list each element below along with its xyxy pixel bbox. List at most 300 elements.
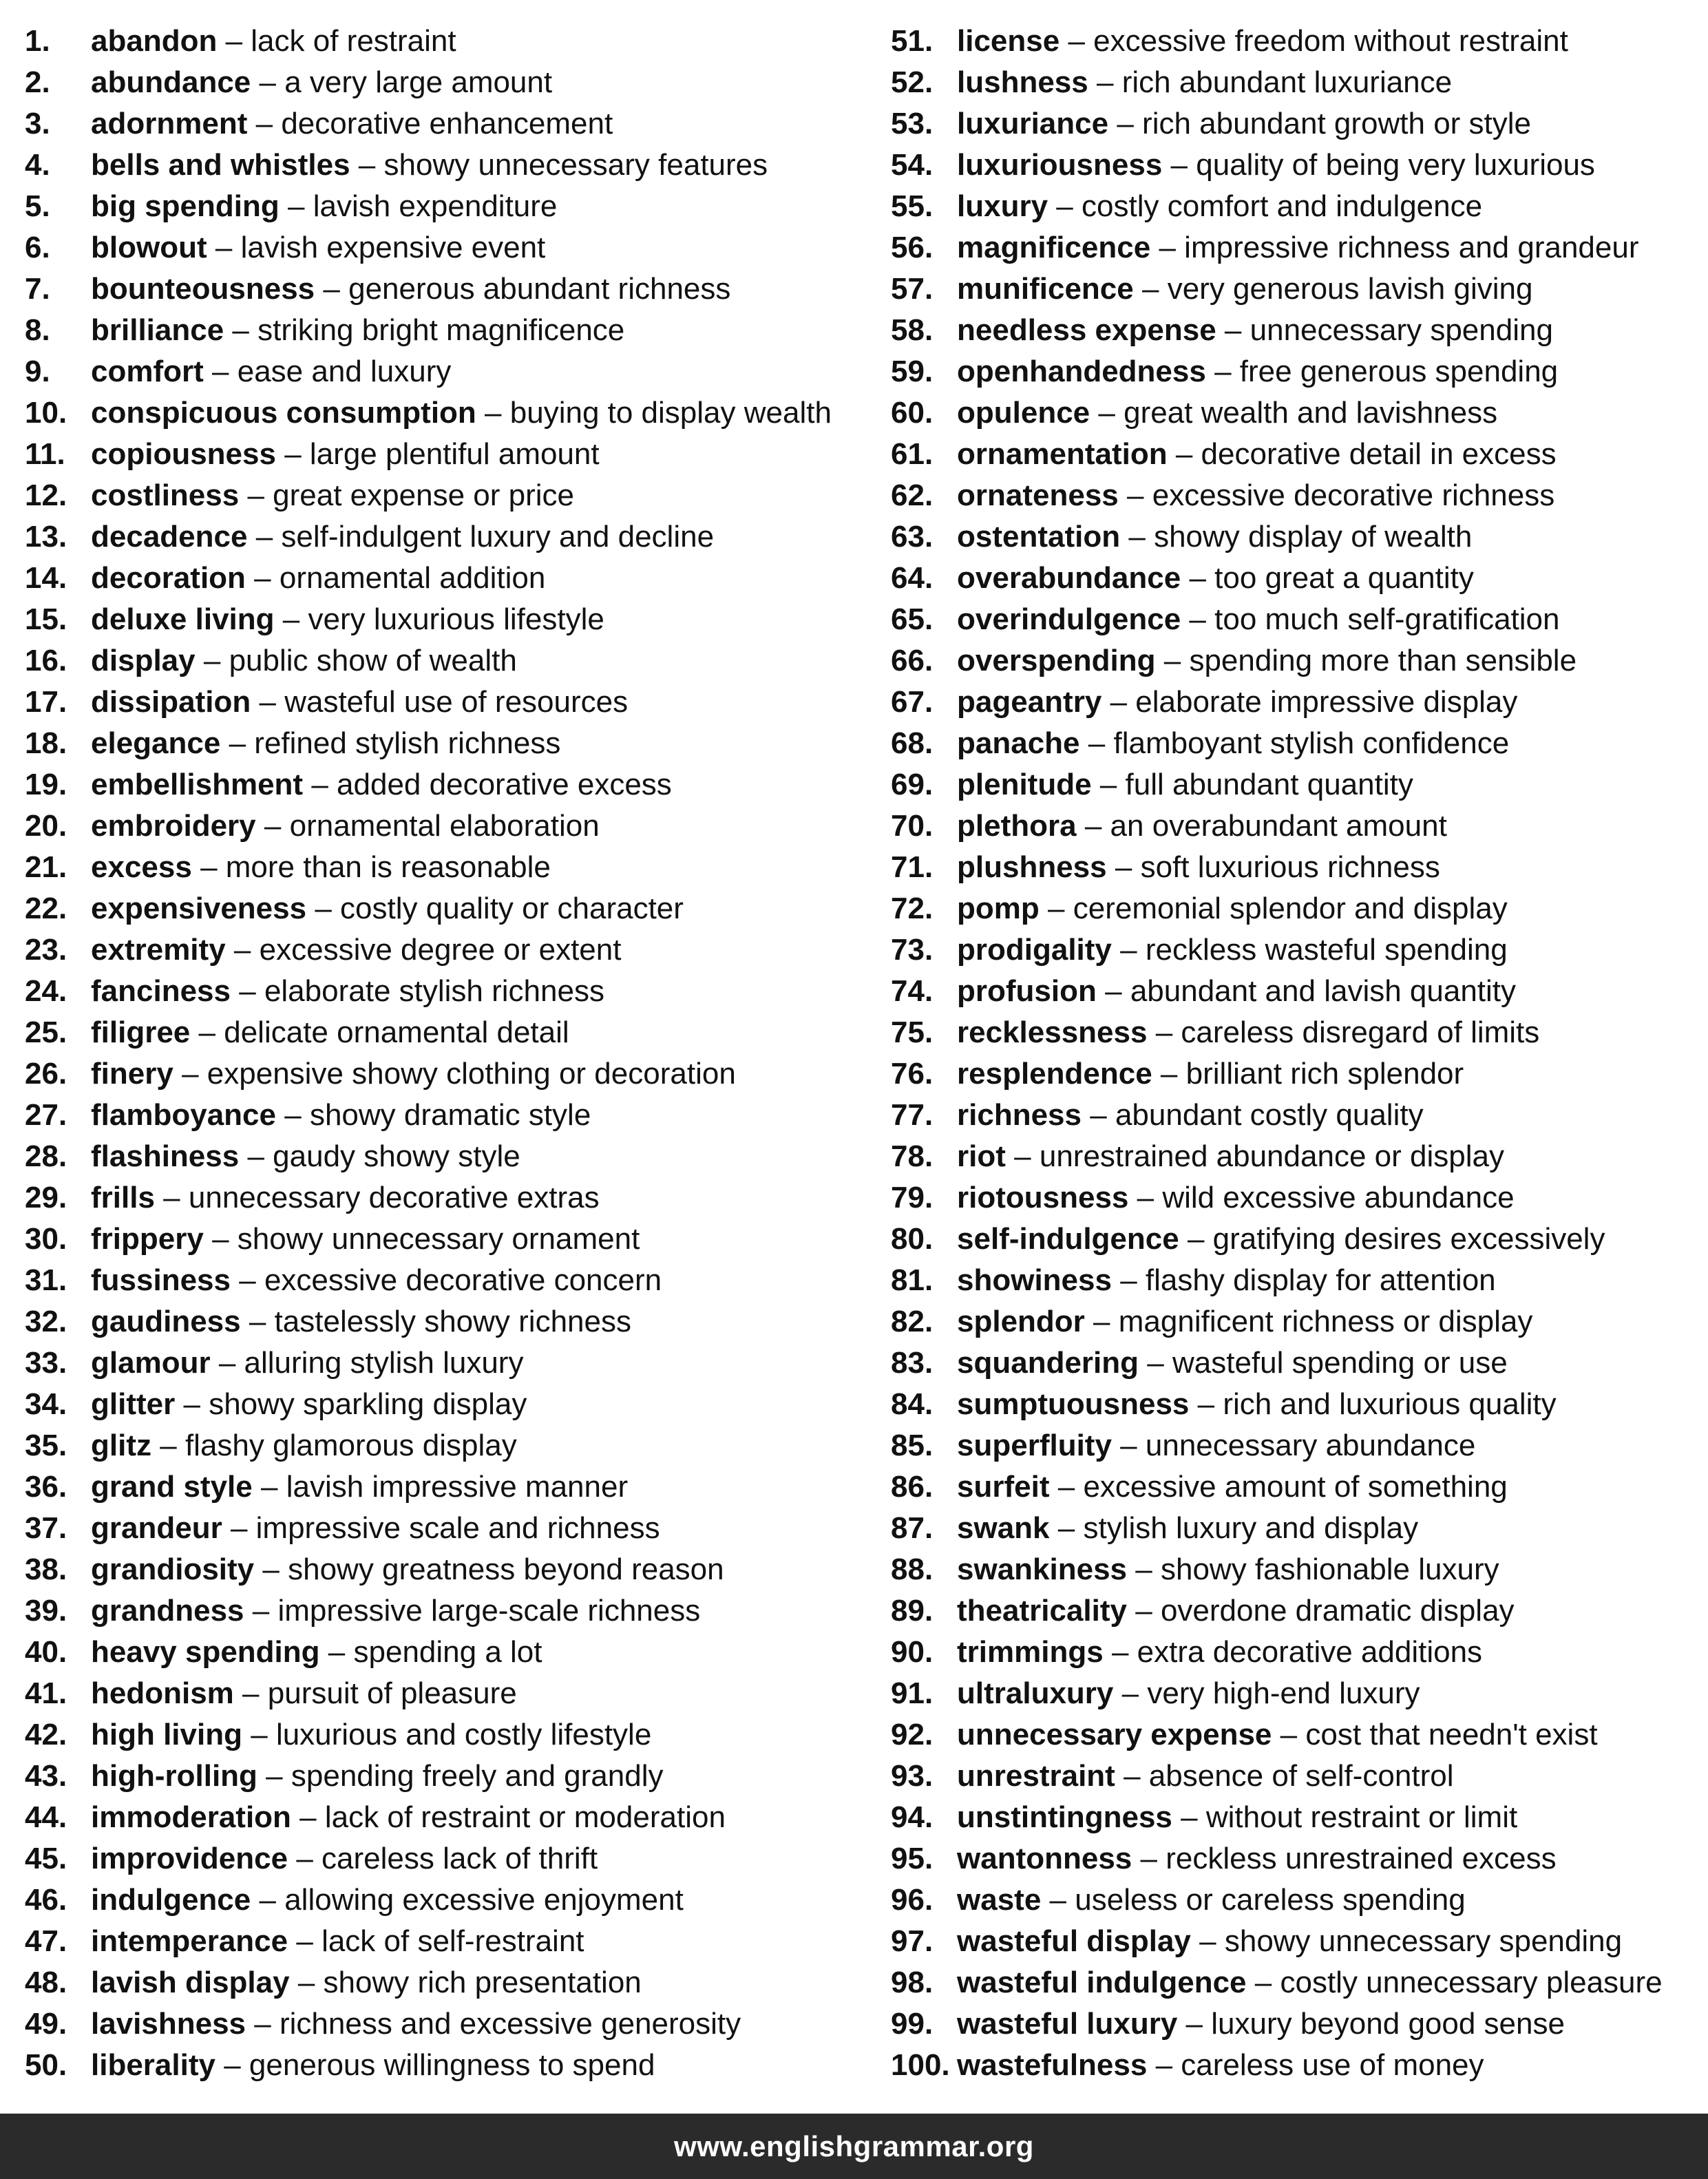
entry-term: glamour <box>91 1346 211 1380</box>
entry-separator: – <box>249 1305 266 1338</box>
entry-separator: – <box>1099 768 1117 801</box>
entry-definition: showy sparkling display <box>209 1387 527 1421</box>
entry-number: 69. <box>891 768 934 801</box>
entry-number: 3. <box>25 107 50 140</box>
entry-separator: – <box>259 1883 276 1917</box>
entry-term: riot <box>957 1139 1006 1173</box>
word-entry <box>25 103 872 145</box>
entry-term: grandeur <box>91 1511 222 1545</box>
entry-definition: excessive decorative richness <box>1152 478 1555 512</box>
entry-term: wantonness <box>957 1842 1132 1875</box>
entry-term: frippery <box>91 1222 204 1256</box>
entry-term: unnecessary expense <box>957 1718 1272 1751</box>
entry-term: plushness <box>957 850 1107 884</box>
entry-definition: too great a quantity <box>1214 561 1474 595</box>
entry-separator: – <box>247 478 264 512</box>
entry-number: 34. <box>25 1387 67 1421</box>
entry-separator: – <box>1117 107 1134 140</box>
entry-number: 57. <box>891 272 934 306</box>
entry-term: finery <box>91 1057 173 1091</box>
entry-term: high living <box>91 1718 242 1751</box>
word-entry <box>25 1384 872 1425</box>
entry-separator: – <box>218 1346 236 1380</box>
word-entry <box>891 1425 1703 1466</box>
entry-separator: – <box>259 65 276 99</box>
entry-term: luxury <box>957 189 1048 223</box>
entry-definition: showy unnecessary ornament <box>237 1222 640 1256</box>
entry-definition: showy unnecessary features <box>383 148 768 182</box>
entry-separator: – <box>1098 396 1115 430</box>
entry-definition: unnecessary abundance <box>1145 1429 1476 1462</box>
word-entry <box>891 1343 1703 1384</box>
entry-separator: – <box>1049 1883 1067 1917</box>
word-entry <box>891 640 1703 682</box>
entry-number: 85. <box>891 1429 934 1462</box>
entry-separator: – <box>1214 355 1232 388</box>
entry-number: 63. <box>891 520 934 554</box>
entry-separator: – <box>247 1139 264 1173</box>
word-entry <box>891 1301 1703 1343</box>
entry-number: 61. <box>891 437 934 471</box>
word-entry <box>25 1590 872 1632</box>
entry-separator: – <box>1096 65 1114 99</box>
word-entry <box>25 1095 872 1136</box>
word-entry <box>891 888 1703 929</box>
word-entry <box>25 1549 872 1590</box>
entry-number: 11. <box>25 437 65 471</box>
entry-term: pageantry <box>957 685 1102 719</box>
entry-term: elegance <box>91 726 221 760</box>
entry-number: 78. <box>891 1139 934 1173</box>
entry-term: needless expense <box>957 313 1216 347</box>
footer-website-link[interactable]: www.englishgrammar.org <box>674 2129 1034 2162</box>
word-entry <box>25 2003 872 2045</box>
entry-term: immoderation <box>91 1800 291 1834</box>
entry-separator: – <box>1197 1387 1215 1421</box>
entry-definition: useless or careless spending <box>1075 1883 1466 1917</box>
word-entry <box>891 723 1703 764</box>
entry-number: 15. <box>25 602 67 636</box>
word-entry <box>891 227 1703 269</box>
entry-number: 8. <box>25 313 50 347</box>
entry-term: munificence <box>957 272 1134 306</box>
entry-separator: – <box>264 809 282 843</box>
entry-definition: lack of restraint or moderation <box>324 1800 726 1834</box>
entry-definition: lavish expenditure <box>313 189 558 223</box>
entry-separator: – <box>262 1552 280 1586</box>
entry-definition: added decorative excess <box>337 768 672 801</box>
entry-term: opulence <box>957 396 1090 430</box>
word-entry <box>891 2045 1703 2086</box>
entry-number: 95. <box>891 1842 934 1875</box>
word-entry <box>25 1838 872 1880</box>
entry-number: 84. <box>891 1387 934 1421</box>
entry-separator: – <box>1159 231 1176 264</box>
entry-term: fussiness <box>91 1263 231 1297</box>
entry-definition: spending a lot <box>353 1635 542 1669</box>
entry-term: wasteful display <box>957 1924 1191 1958</box>
entry-number: 25. <box>25 1015 67 1049</box>
entry-number: 93. <box>891 1759 934 1793</box>
entry-definition: tastelessly showy richness <box>274 1305 631 1338</box>
entry-term: lushness <box>957 65 1088 99</box>
entry-term: gaudiness <box>91 1305 241 1338</box>
entry-separator: – <box>1135 1552 1152 1586</box>
entry-term: self-indulgence <box>957 1222 1179 1256</box>
word-entry <box>25 1012 872 1053</box>
entry-definition: great wealth and lavishness <box>1124 396 1498 430</box>
entry-number: 62. <box>891 478 934 512</box>
entry-number: 67. <box>891 685 934 719</box>
entry-term: adornment <box>91 107 248 140</box>
entry-definition: careless use of money <box>1181 2048 1484 2082</box>
entry-number: 45. <box>25 1842 67 1875</box>
entry-number: 90. <box>891 1635 934 1669</box>
word-entry <box>891 1714 1703 1756</box>
entry-separator: – <box>296 1924 313 1958</box>
entry-definition: large plentiful amount <box>309 437 600 471</box>
entry-separator: – <box>1137 1181 1155 1214</box>
entry-separator: – <box>297 1966 315 1999</box>
entry-term: luxuriousness <box>957 148 1163 182</box>
entry-term: ornamentation <box>957 437 1168 471</box>
entry-number: 1. <box>25 24 50 58</box>
entry-definition: gratifying desires excessively <box>1212 1222 1605 1256</box>
entry-separator: – <box>1124 1759 1141 1793</box>
entry-separator: – <box>1160 1057 1178 1091</box>
word-entry <box>25 227 872 269</box>
entry-term: bells and whistles <box>91 148 350 182</box>
entry-definition: decorative enhancement <box>281 107 613 140</box>
entry-separator: – <box>239 974 256 1008</box>
entry-number: 64. <box>891 561 934 595</box>
entry-definition: unnecessary spending <box>1250 313 1553 347</box>
entry-number: 71. <box>891 850 934 884</box>
entry-number: 56. <box>891 231 934 264</box>
entry-term: bounteousness <box>91 272 315 306</box>
word-entry <box>891 1136 1703 1177</box>
entry-separator: – <box>254 561 271 595</box>
entry-separator: – <box>1056 189 1073 223</box>
entry-separator: – <box>260 1470 278 1504</box>
entry-term: expensiveness <box>91 892 307 925</box>
entry-separator: – <box>200 850 218 884</box>
entry-separator: – <box>284 437 302 471</box>
word-entry <box>891 806 1703 847</box>
word-entry <box>25 723 872 764</box>
entry-number: 89. <box>891 1594 934 1628</box>
entry-term: copiousness <box>91 437 276 471</box>
entry-number: 10. <box>25 396 67 430</box>
entry-number: 59. <box>891 355 934 388</box>
entry-number: 96. <box>891 1883 934 1917</box>
entry-definition: very generous lavish giving <box>1167 272 1533 306</box>
entry-definition: costly unnecessary pleasure <box>1280 1966 1663 1999</box>
word-entry <box>25 1177 872 1219</box>
entry-number: 49. <box>25 2007 67 2041</box>
entry-definition: showy fashionable luxury <box>1160 1552 1499 1586</box>
entry-term: showiness <box>957 1263 1112 1297</box>
entry-definition: striking bright magnificence <box>257 313 625 347</box>
entry-definition: brilliant rich splendor <box>1185 1057 1464 1091</box>
word-entry <box>25 351 872 392</box>
word-entry <box>25 392 872 434</box>
entry-term: lavish display <box>91 1966 290 1999</box>
word-entry <box>891 1508 1703 1549</box>
entry-term: excess <box>91 850 192 884</box>
entry-number: 32. <box>25 1305 67 1338</box>
entry-term: recklessness <box>957 1015 1148 1049</box>
entry-separator: – <box>1014 1139 1031 1173</box>
entry-definition: luxury beyond good sense <box>1211 2007 1565 2041</box>
entry-term: resplendence <box>957 1057 1152 1091</box>
entry-separator: – <box>163 1181 180 1214</box>
entry-number: 17. <box>25 685 67 719</box>
entry-number: 9. <box>25 355 50 388</box>
word-entry <box>891 516 1703 558</box>
word-entry <box>25 186 872 227</box>
entry-definition: buying to display wealth <box>509 396 832 430</box>
entry-term: lavishness <box>91 2007 246 2041</box>
entry-separator: – <box>1187 1222 1205 1256</box>
word-entry <box>25 1425 872 1466</box>
entry-definition: quality of being very luxurious <box>1196 148 1595 182</box>
entry-term: profusion <box>957 974 1097 1008</box>
entry-number: 23. <box>25 933 67 967</box>
entry-term: overindulgence <box>957 602 1181 636</box>
entry-number: 68. <box>891 726 934 760</box>
word-entry <box>25 847 872 888</box>
entry-definition: richness and excessive generosity <box>279 2007 741 2041</box>
word-entry <box>891 1012 1703 1053</box>
entry-term: grand style <box>91 1470 253 1504</box>
entry-term: glitter <box>91 1387 176 1421</box>
word-entry <box>891 1590 1703 1632</box>
entry-term: swank <box>957 1511 1050 1545</box>
word-list-column-left <box>25 21 872 2086</box>
word-entry <box>891 971 1703 1012</box>
entry-definition: excessive freedom without restraint <box>1093 24 1568 58</box>
entry-term: grandness <box>91 1594 244 1628</box>
entry-number: 24. <box>25 974 67 1008</box>
entry-number: 28. <box>25 1139 67 1173</box>
word-entry <box>25 1301 872 1343</box>
entry-separator: – <box>255 520 273 554</box>
word-entry <box>891 1797 1703 1838</box>
entry-definition: reckless wasteful spending <box>1145 933 1508 967</box>
entry-number: 35. <box>25 1429 67 1462</box>
entry-term: comfort <box>91 355 204 388</box>
entry-number: 44. <box>25 1800 67 1834</box>
entry-number: 87. <box>891 1511 934 1545</box>
word-entry <box>891 1921 1703 1962</box>
entry-term: plethora <box>957 809 1077 843</box>
entry-term: unrestraint <box>957 1759 1115 1793</box>
entry-definition: cost that needn't exist <box>1305 1718 1598 1751</box>
entry-number: 42. <box>25 1718 67 1751</box>
word-entry <box>891 475 1703 516</box>
entry-definition: unnecessary decorative extras <box>188 1181 600 1214</box>
entry-definition: stylish luxury and display <box>1083 1511 1419 1545</box>
entry-separator: – <box>1048 892 1065 925</box>
entry-term: costliness <box>91 478 240 512</box>
entry-definition: wasteful spending or use <box>1172 1346 1508 1380</box>
word-entry <box>891 599 1703 640</box>
entry-separator: – <box>1115 850 1132 884</box>
word-entry <box>25 1962 872 2003</box>
word-entry <box>891 1260 1703 1301</box>
entry-separator: – <box>1185 2007 1203 2041</box>
word-entry <box>25 971 872 1012</box>
entry-definition: public show of wealth <box>229 644 517 677</box>
entry-separator: – <box>299 1800 317 1834</box>
word-entry <box>25 1260 872 1301</box>
entry-term: wasteful indulgence <box>957 1966 1247 1999</box>
entry-term: ornateness <box>957 478 1119 512</box>
word-entry <box>25 1880 872 1921</box>
word-entry <box>891 392 1703 434</box>
entry-separator: – <box>1121 1676 1139 1710</box>
entry-definition: extra decorative additions <box>1137 1635 1483 1669</box>
entry-number: 73. <box>891 933 934 967</box>
entry-separator: – <box>1189 602 1206 636</box>
word-entry <box>25 640 872 682</box>
entry-separator: – <box>1170 148 1188 182</box>
entry-number: 91. <box>891 1676 934 1710</box>
word-entry <box>25 1673 872 1714</box>
entry-number: 29. <box>25 1181 67 1214</box>
entry-separator: – <box>1155 1015 1173 1049</box>
entry-number: 27. <box>25 1098 67 1132</box>
entry-number: 75. <box>891 1015 934 1049</box>
entry-separator: – <box>1084 809 1102 843</box>
entry-term: flamboyance <box>91 1098 276 1132</box>
entry-number: 76. <box>891 1057 934 1091</box>
entry-separator: – <box>1120 1429 1137 1462</box>
entry-number: 16. <box>25 644 67 677</box>
word-entry <box>25 1343 872 1384</box>
entry-separator: – <box>1088 726 1106 760</box>
word-entry <box>25 1797 872 1838</box>
entry-term: filigree <box>91 1015 191 1049</box>
entry-separator: – <box>328 1635 346 1669</box>
entry-number: 60. <box>891 396 934 430</box>
word-entry <box>891 1095 1703 1136</box>
entry-separator: – <box>296 1842 313 1875</box>
entry-definition: very high-end luxury <box>1147 1676 1420 1710</box>
entry-definition: wasteful use of resources <box>284 685 629 719</box>
entry-separator: – <box>212 355 229 388</box>
entry-separator: – <box>1120 1263 1137 1297</box>
entry-term: indulgence <box>91 1883 251 1917</box>
entry-definition: impressive richness and grandeur <box>1184 231 1639 264</box>
entry-separator: – <box>251 1718 268 1751</box>
entry-separator: – <box>183 1387 200 1421</box>
entry-term: waste <box>957 1883 1042 1917</box>
entry-separator: – <box>255 107 273 140</box>
entry-separator: – <box>266 1759 283 1793</box>
entry-number: 38. <box>25 1552 67 1586</box>
entry-number: 21. <box>25 850 67 884</box>
entry-definition: lavish impressive manner <box>286 1470 629 1504</box>
entry-number: 65. <box>891 602 934 636</box>
entry-definition: costly quality or character <box>340 892 684 925</box>
entry-definition: magnificent richness or display <box>1118 1305 1533 1338</box>
entry-definition: ornamental addition <box>279 561 546 595</box>
entry-separator: – <box>1111 1635 1129 1669</box>
entry-separator: – <box>1224 313 1242 347</box>
entry-separator: – <box>485 396 502 430</box>
footer-bar <box>0 2114 1708 2179</box>
word-entry <box>25 1756 872 1797</box>
entry-number: 98. <box>891 1966 934 1999</box>
entry-term: abundance <box>91 65 251 99</box>
entry-definition: alluring stylish luxury <box>244 1346 524 1380</box>
entry-definition: luxurious and costly lifestyle <box>275 1718 652 1751</box>
entry-separator: – <box>259 685 276 719</box>
entry-term: abandon <box>91 24 218 58</box>
entry-definition: showy dramatic style <box>309 1098 591 1132</box>
entry-separator: – <box>212 1222 229 1256</box>
entry-separator: – <box>225 24 243 58</box>
entry-separator: – <box>182 1057 199 1091</box>
entry-term: sumptuousness <box>957 1387 1190 1421</box>
word-entry <box>891 1219 1703 1260</box>
entry-term: intemperance <box>91 1924 288 1958</box>
word-entry <box>891 1838 1703 1880</box>
word-entry <box>25 1219 872 1260</box>
entry-term: brilliance <box>91 313 224 347</box>
entry-number: 88. <box>891 1552 934 1586</box>
entry-term: trimmings <box>957 1635 1104 1669</box>
word-entry <box>25 1921 872 1962</box>
entry-number: 4. <box>25 148 50 182</box>
entry-definition: showy greatness beyond reason <box>288 1552 724 1586</box>
entry-number: 46. <box>25 1883 67 1917</box>
entry-separator: – <box>242 1676 260 1710</box>
entry-number: 74. <box>891 974 934 1008</box>
entry-definition: excessive decorative concern <box>264 1263 662 1297</box>
entry-definition: gaudy showy style <box>273 1139 520 1173</box>
word-entry <box>891 269 1703 310</box>
entry-term: ultraluxury <box>957 1676 1114 1710</box>
entry-number: 70. <box>891 809 934 843</box>
word-entry <box>891 62 1703 103</box>
entry-term: panache <box>957 726 1080 760</box>
entry-number: 30. <box>25 1222 67 1256</box>
entry-number: 86. <box>891 1470 934 1504</box>
word-entry <box>891 929 1703 971</box>
entry-separator: – <box>1175 437 1193 471</box>
entry-term: display <box>91 644 196 677</box>
entry-number: 36. <box>25 1470 67 1504</box>
entry-definition: a very large amount <box>284 65 553 99</box>
word-entry <box>891 1880 1703 1921</box>
entry-definition: free generous spending <box>1239 355 1559 388</box>
word-entry <box>891 2003 1703 2045</box>
entry-term: swankiness <box>957 1552 1128 1586</box>
word-entry <box>25 310 872 351</box>
entry-number: 50. <box>25 2048 67 2082</box>
entry-number: 51. <box>891 24 934 58</box>
entry-number: 54. <box>891 148 934 182</box>
entry-separator: – <box>160 1429 177 1462</box>
entry-separator: – <box>1254 1966 1272 1999</box>
entry-separator: – <box>252 1594 270 1628</box>
entry-definition: full abundant quantity <box>1125 768 1413 801</box>
entry-number: 52. <box>891 65 934 99</box>
entry-separator: – <box>311 768 328 801</box>
